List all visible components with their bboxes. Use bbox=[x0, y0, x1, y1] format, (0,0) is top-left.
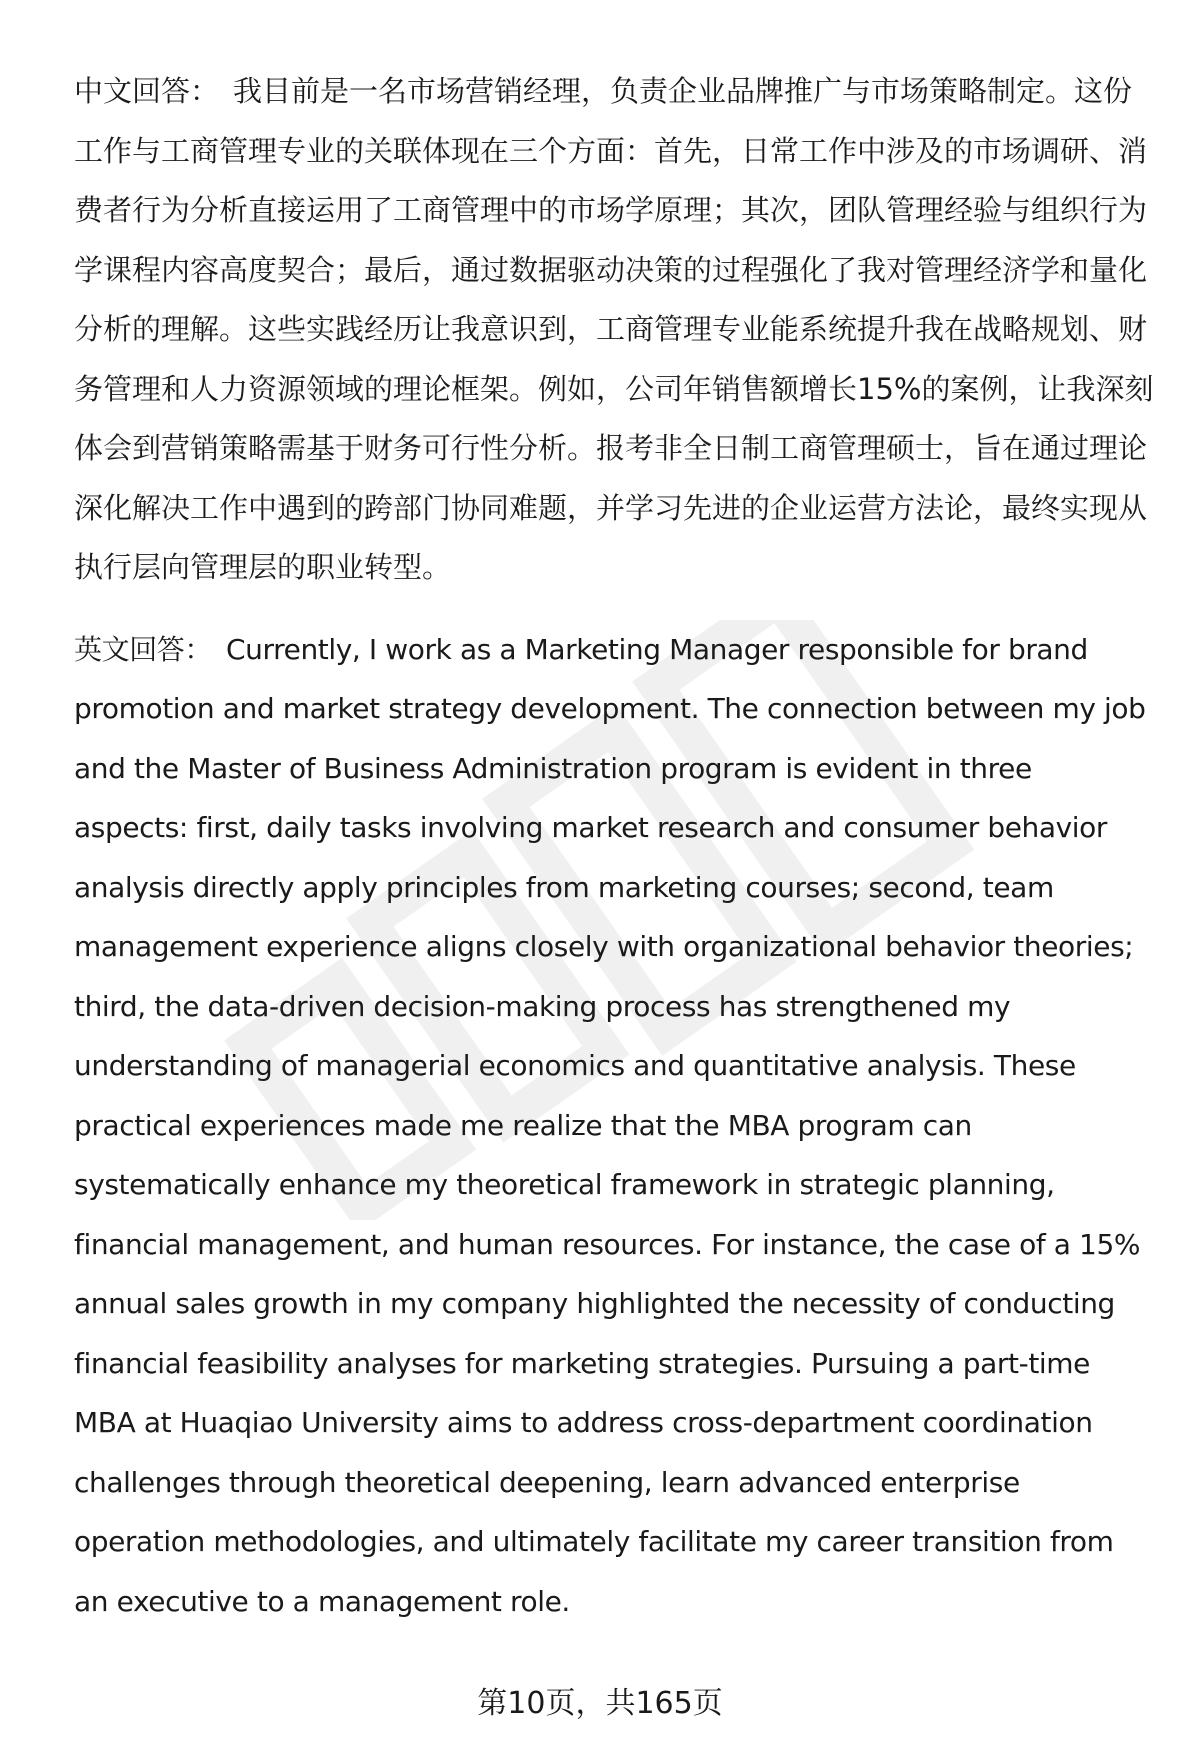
english-answer-paragraph bbox=[74, 620, 1154, 1632]
english-answer-label: 英文回答： bbox=[74, 632, 213, 666]
page-number-footer: 第10页，共165页 bbox=[477, 1686, 723, 1721]
answer-content bbox=[74, 62, 1154, 1631]
chinese-answer-text: 我目前是一名市场营销经理，负责企业品牌推广与市场策略制定。这份工作与工商管理专业的关联体现在三个方面：首先，日常工作中涉及的市场调研、消费者行为分析直接运用了工商管理中的市场学原理；其次，团队管理经验与组织行为学课程内容高度契合；最后，通过数据驱动决策的过程强化了我对管理经济学和量化分析的理解。这些实践经历让我意识到，工商管理专业能系统提升我在战略规划、财务管理和人力资源领域的理论框架。例如，公司年销售额增长15%的案例，让我深刻体会到营销策略需基于财务可行性分析。报考非全日制工商管理硕士，旨在通过理论深化解决工作中遇到的跨部门协同难题，并学习先进的企业运营方法论，最终实现从执行层向管理层的职业转型。 bbox=[74, 74, 1154, 584]
chinese-answer-label: 中文回答： bbox=[74, 74, 220, 108]
english-answer-text: Currently, I work as a Marketing Manager responsible for brand promotion and market strategy development. The connection between my job and the Master of Business Administration program is evident in three aspects: first, daily tasks involving market research and consumer behavior analysis directly apply principles from marketing courses; second, team management experience aligns closely with organizational behavior theories; third, the data-driven decision-making process has strengthened my understanding of managerial economics and quantitative analysis. These practical experiences made me realize that the MBA program can systematically enhance my theoretical framework in strategic planning, financial management, and human resources. For instance, the case of a 15% annual sales growth in my company highlighted the necessity of conducting financial feasibility analyses for marketing strategies. Pursuing a part-time MBA at Huaqiao University aims to address cross-department coordination challenges through theoretical deepening, learn advanced enterprise operation methodologies, and ultimately facilitate my career transition from an executive to a management role. bbox=[74, 632, 1146, 1618]
chinese-answer-paragraph bbox=[74, 62, 1154, 598]
